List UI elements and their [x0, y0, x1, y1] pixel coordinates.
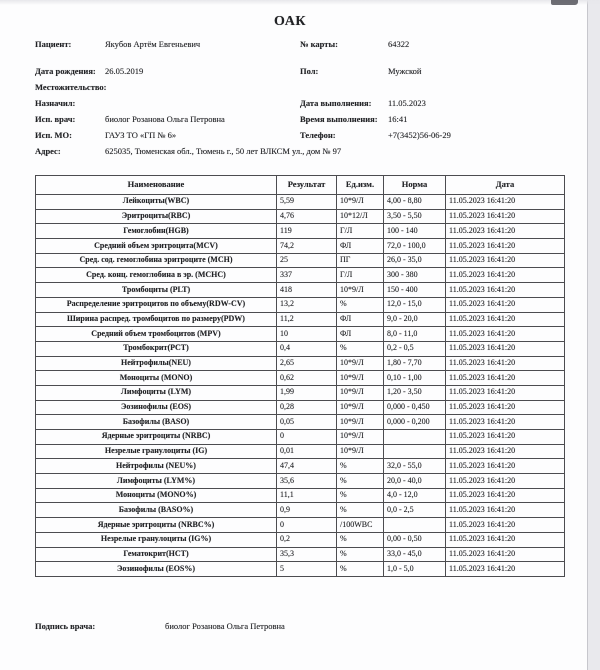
result-cell: 0,01 — [277, 444, 337, 459]
result-cell: 4,76 — [277, 209, 337, 224]
date-cell: 11.05.2023 16:41:20 — [446, 209, 565, 224]
table-row — [36, 474, 565, 489]
info-row — [0, 130, 580, 146]
table-row — [36, 444, 565, 459]
unit-cell: 10*12/Л — [337, 209, 384, 224]
date-cell: 11.05.2023 16:41:20 — [446, 400, 565, 415]
unit-cell: 10*9/Л — [337, 444, 384, 459]
norm-cell: 20,0 - 40,0 — [384, 474, 446, 489]
date-cell: 11.05.2023 16:41:20 — [446, 430, 565, 445]
table-row — [36, 239, 565, 254]
unit-cell: 10*9/Л — [337, 430, 384, 445]
date-cell: 11.05.2023 16:41:20 — [446, 224, 565, 239]
norm-cell: 26,0 - 35,0 — [384, 253, 446, 268]
result-cell: 0,28 — [277, 400, 337, 415]
info-label: Исп. МО: — [35, 130, 72, 140]
unit-cell: ФЛ — [337, 239, 384, 254]
date-cell: 11.05.2023 16:41:20 — [446, 283, 565, 298]
info-value: 625035, Тюменская обл., Тюмень г., 50 лет ВЛКСМ ул., дом № 97 — [105, 146, 342, 156]
norm-cell: 0,00 - 0,50 — [384, 532, 446, 547]
table-row — [36, 430, 565, 445]
norm-cell: 0,0 - 2,5 — [384, 503, 446, 518]
parameter-name-cell: Распределение эритроцитов по объему(RDW-CV) — [36, 297, 277, 312]
parameter-name-cell: Эозинофилы (EOS) — [36, 400, 277, 415]
result-cell: 74,2 — [277, 239, 337, 254]
date-cell: 11.05.2023 16:41:20 — [446, 239, 565, 254]
table-row — [36, 283, 565, 298]
info-label: Назначил: — [35, 98, 76, 108]
info-label: Телефон: — [300, 130, 336, 140]
date-cell: 11.05.2023 16:41:20 — [446, 547, 565, 562]
info-value: 64322 — [388, 39, 410, 49]
norm-cell: 1,0 - 5,0 — [384, 562, 446, 577]
norm-cell: 0,000 - 0,200 — [384, 415, 446, 430]
parameter-name-cell: Лейкоциты(WBC) — [36, 195, 277, 210]
date-cell: 11.05.2023 16:41:20 — [446, 371, 565, 386]
info-value: 26.05.2019 — [105, 66, 144, 76]
norm-cell: 1,20 - 3,50 — [384, 385, 446, 400]
header-row — [36, 176, 565, 195]
parameter-name-cell: Эозинофилы (EOS%) — [36, 562, 277, 577]
column-header: Ед.изм. — [337, 176, 384, 195]
norm-cell: 12,0 - 15,0 — [384, 297, 446, 312]
result-cell: 25 — [277, 253, 337, 268]
result-cell: 11,2 — [277, 312, 337, 327]
patient-info — [0, 39, 580, 162]
info-label: № карты: — [300, 39, 338, 49]
parameter-name-cell: Базофилы (BASO%) — [36, 503, 277, 518]
unit-cell: % — [337, 547, 384, 562]
parameter-name-cell: Незрелые гранулоциты (IG) — [36, 444, 277, 459]
result-cell: 0,9 — [277, 503, 337, 518]
result-cell: 337 — [277, 268, 337, 283]
date-cell: 11.05.2023 16:41:20 — [446, 532, 565, 547]
parameter-name-cell: Ширина распред. тромбоцитов по размеру(PDW) — [36, 312, 277, 327]
unit-cell: 10*9/Л — [337, 195, 384, 210]
result-cell: 0,62 — [277, 371, 337, 386]
info-label: Пациент: — [35, 39, 72, 49]
result-cell: 119 — [277, 224, 337, 239]
info-row — [0, 146, 580, 162]
info-value: Якубов Артём Евгеньевич — [105, 39, 201, 49]
table-row — [36, 518, 565, 533]
parameter-name-cell: Гемоглобин(HGB) — [36, 224, 277, 239]
table-row — [36, 371, 565, 386]
table-row — [36, 400, 565, 415]
page-title: ОАК — [274, 14, 306, 29]
norm-cell: 150 - 400 — [384, 283, 446, 298]
info-row — [0, 82, 580, 98]
info-value: биолог Розанова Ольга Петровна — [105, 114, 225, 124]
info-row — [0, 66, 580, 82]
table-row — [36, 532, 565, 547]
column-header: Норма — [384, 176, 446, 195]
unit-cell: ФЛ — [337, 312, 384, 327]
signature-label: Подпись врача: — [35, 621, 96, 631]
parameter-name-cell: Тромбоциты (PLT) — [36, 283, 277, 298]
unit-cell: % — [337, 532, 384, 547]
date-cell: 11.05.2023 16:41:20 — [446, 459, 565, 474]
table-row — [36, 327, 565, 342]
parameter-name-cell: Ядерные эритроциты (NRBC) — [36, 430, 277, 445]
parameter-name-cell: Моноциты (MONO) — [36, 371, 277, 386]
parameter-name-cell: Эритроциты(RBC) — [36, 209, 277, 224]
parameter-name-cell: Гематокрит(HCT) — [36, 547, 277, 562]
results-table-head — [36, 176, 565, 195]
unit-cell: Г/Л — [337, 268, 384, 283]
scan-page-top-edge — [0, 0, 600, 5]
norm-cell: 300 - 380 — [384, 268, 446, 283]
info-label: Местожительство: — [35, 82, 107, 92]
parameter-name-cell: Тромбокрит(PCT) — [36, 341, 277, 356]
result-cell: 5 — [277, 562, 337, 577]
info-label: Дата выполнения: — [300, 98, 372, 108]
parameter-name-cell: Незрелые гранулоциты (IG%) — [36, 532, 277, 547]
result-cell: 35,3 — [277, 547, 337, 562]
norm-cell: 3,50 - 5,50 — [384, 209, 446, 224]
table-row — [36, 209, 565, 224]
parameter-name-cell: Сред. сод. гемоглобина эритроците (MCH) — [36, 253, 277, 268]
result-cell: 13,2 — [277, 297, 337, 312]
table-row — [36, 312, 565, 327]
table-row — [36, 547, 565, 562]
info-label: Исп. врач: — [35, 114, 76, 124]
table-row — [36, 224, 565, 239]
norm-cell: 33,0 - 45,0 — [384, 547, 446, 562]
norm-cell: 9,0 - 20,0 — [384, 312, 446, 327]
unit-cell: % — [337, 562, 384, 577]
date-cell: 11.05.2023 16:41:20 — [446, 253, 565, 268]
unit-cell: 10*9/Л — [337, 356, 384, 371]
unit-cell: 10*9/Л — [337, 415, 384, 430]
info-value: 16:41 — [388, 114, 408, 124]
date-cell: 11.05.2023 16:41:20 — [446, 488, 565, 503]
table-row — [36, 562, 565, 577]
parameter-name-cell: Моноциты (MONO%) — [36, 488, 277, 503]
result-cell: 10 — [277, 327, 337, 342]
info-value: ГАУЗ ТО «ГП № 6» — [105, 130, 177, 140]
norm-cell: 0,000 - 0,450 — [384, 400, 446, 415]
unit-cell: % — [337, 503, 384, 518]
norm-cell: 1,80 - 7,70 — [384, 356, 446, 371]
date-cell: 11.05.2023 16:41:20 — [446, 562, 565, 577]
date-cell: 11.05.2023 16:41:20 — [446, 518, 565, 533]
parameter-name-cell: Средний объем эритроцита(MCV) — [36, 239, 277, 254]
date-cell: 11.05.2023 16:41:20 — [446, 415, 565, 430]
info-label: Пол: — [300, 66, 319, 76]
scan-page-right-edge — [587, 0, 600, 670]
result-cell: 35,6 — [277, 474, 337, 489]
table-row — [36, 356, 565, 371]
result-cell: 418 — [277, 283, 337, 298]
parameter-name-cell: Нейтрофилы(NEU) — [36, 356, 277, 371]
scan-smudge — [551, 0, 578, 5]
signature-doctor-name: биолог Розанова Ольга Петровна — [165, 621, 285, 631]
table-row — [36, 385, 565, 400]
date-cell: 11.05.2023 16:41:20 — [446, 195, 565, 210]
info-value: Мужской — [388, 66, 422, 76]
info-row — [0, 39, 580, 55]
date-cell: 11.05.2023 16:41:20 — [446, 312, 565, 327]
result-cell: 0 — [277, 518, 337, 533]
norm-cell — [384, 518, 446, 533]
table-row — [36, 297, 565, 312]
date-cell: 11.05.2023 16:41:20 — [446, 341, 565, 356]
result-cell: 0 — [277, 430, 337, 445]
parameter-name-cell: Средний объем тромбоцитов (MPV) — [36, 327, 277, 342]
table-row — [36, 488, 565, 503]
result-cell: 1,99 — [277, 385, 337, 400]
info-row — [0, 114, 580, 130]
result-cell: 2,65 — [277, 356, 337, 371]
table-row — [36, 195, 565, 210]
table-row — [36, 253, 565, 268]
column-header: Дата — [446, 176, 565, 195]
date-cell: 11.05.2023 16:41:20 — [446, 356, 565, 371]
result-cell: 0,05 — [277, 415, 337, 430]
unit-cell: 10*9/Л — [337, 385, 384, 400]
info-value: +7(3452)56-06-29 — [388, 130, 451, 140]
result-cell: 11,1 — [277, 488, 337, 503]
doctor-signature-block — [0, 621, 580, 637]
column-header: Наименование — [36, 176, 277, 195]
norm-cell: 0,10 - 1,00 — [384, 371, 446, 386]
date-cell: 11.05.2023 16:41:20 — [446, 503, 565, 518]
unit-cell: ПГ — [337, 253, 384, 268]
parameter-name-cell: Сред. конц. гемоглобина в эр. (MCHC) — [36, 268, 277, 283]
unit-cell: % — [337, 341, 384, 356]
unit-cell: % — [337, 474, 384, 489]
unit-cell: 10*9/Л — [337, 371, 384, 386]
column-header: Результат — [277, 176, 337, 195]
norm-cell: 32,0 - 55,0 — [384, 459, 446, 474]
parameter-name-cell: Базофилы (BASO) — [36, 415, 277, 430]
norm-cell: 72,0 - 100,0 — [384, 239, 446, 254]
date-cell: 11.05.2023 16:41:20 — [446, 297, 565, 312]
norm-cell: 4,0 - 12,0 — [384, 488, 446, 503]
parameter-name-cell: Нейтрофилы (NEU%) — [36, 459, 277, 474]
results-table-body — [36, 195, 565, 577]
info-label: Адрес: — [35, 146, 61, 156]
unit-cell: 10*9/Л — [337, 283, 384, 298]
results-table — [35, 175, 565, 577]
info-label: Время выполнения: — [300, 114, 378, 124]
unit-cell: ФЛ — [337, 327, 384, 342]
unit-cell: Г/Л — [337, 224, 384, 239]
unit-cell: % — [337, 459, 384, 474]
date-cell: 11.05.2023 16:41:20 — [446, 327, 565, 342]
table-row — [36, 341, 565, 356]
unit-cell: /100WBC — [337, 518, 384, 533]
parameter-name-cell: Ядерные эритроциты (NRBC%) — [36, 518, 277, 533]
info-row — [0, 98, 580, 114]
unit-cell: % — [337, 297, 384, 312]
date-cell: 11.05.2023 16:41:20 — [446, 385, 565, 400]
info-label: Дата рождения: — [35, 66, 96, 76]
date-cell: 11.05.2023 16:41:20 — [446, 474, 565, 489]
parameter-name-cell: Лимфоциты (LYM%) — [36, 474, 277, 489]
result-cell: 5,59 — [277, 195, 337, 210]
unit-cell: % — [337, 488, 384, 503]
norm-cell: 4,00 - 8,80 — [384, 195, 446, 210]
date-cell: 11.05.2023 16:41:20 — [446, 444, 565, 459]
table-row — [36, 415, 565, 430]
result-cell: 0,4 — [277, 341, 337, 356]
table-row — [36, 459, 565, 474]
norm-cell: 8,0 - 11,0 — [384, 327, 446, 342]
norm-cell — [384, 430, 446, 445]
norm-cell — [384, 444, 446, 459]
norm-cell: 0,2 - 0,5 — [384, 341, 446, 356]
table-row — [36, 503, 565, 518]
table-row — [36, 268, 565, 283]
result-cell: 47,4 — [277, 459, 337, 474]
result-cell: 0,2 — [277, 532, 337, 547]
norm-cell: 100 - 140 — [384, 224, 446, 239]
parameter-name-cell: Лимфоциты (LYM) — [36, 385, 277, 400]
unit-cell: 10*9/Л — [337, 400, 384, 415]
info-value: 11.05.2023 — [388, 98, 426, 108]
date-cell: 11.05.2023 16:41:20 — [446, 268, 565, 283]
